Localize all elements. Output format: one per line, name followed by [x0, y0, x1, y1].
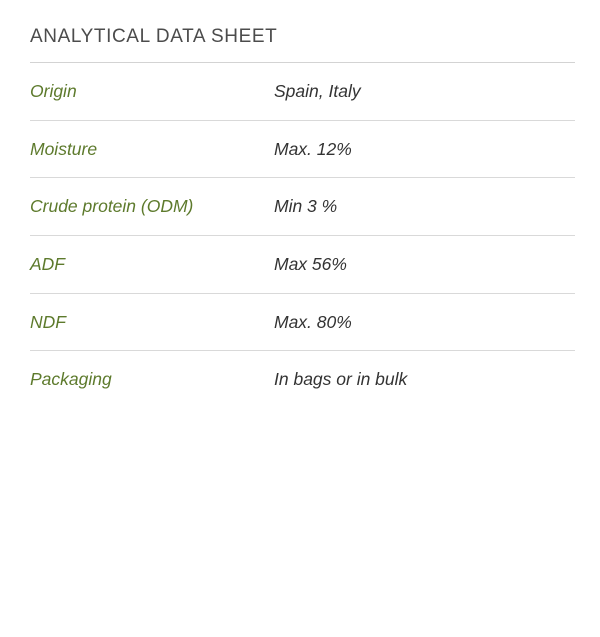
- spec-value-packaging: In bags or in bulk: [274, 369, 408, 390]
- spec-value-ndf: Max. 80%: [274, 293, 575, 351]
- spec-value-origin: Spain, Italy: [274, 63, 575, 120]
- table-row: [30, 178, 575, 236]
- table-row: [30, 63, 575, 120]
- spec-value-adf: Max 56%: [274, 235, 575, 293]
- specification-table-body: [30, 63, 575, 408]
- spec-label-adf: ADF: [30, 235, 274, 293]
- spec-label-origin: Origin: [30, 63, 274, 120]
- spec-label-moisture: Moisture: [30, 120, 274, 178]
- spec-value-crude-protein: Min 3 %: [274, 178, 575, 236]
- analytical-data-sheet: [30, 26, 575, 408]
- spec-value-moisture: Max. 12%: [274, 120, 575, 178]
- table-row: [30, 293, 575, 351]
- specification-table: [30, 63, 575, 408]
- table-row: [30, 235, 575, 293]
- spec-label-packaging: Packaging: [30, 369, 112, 390]
- table-row: [30, 351, 575, 408]
- spec-label-crude-protein: Crude protein (ODM): [30, 178, 274, 236]
- table-row: [30, 120, 575, 178]
- spec-label-ndf: NDF: [30, 293, 274, 351]
- page-title: ANALYTICAL DATA SHEET: [30, 26, 575, 63]
